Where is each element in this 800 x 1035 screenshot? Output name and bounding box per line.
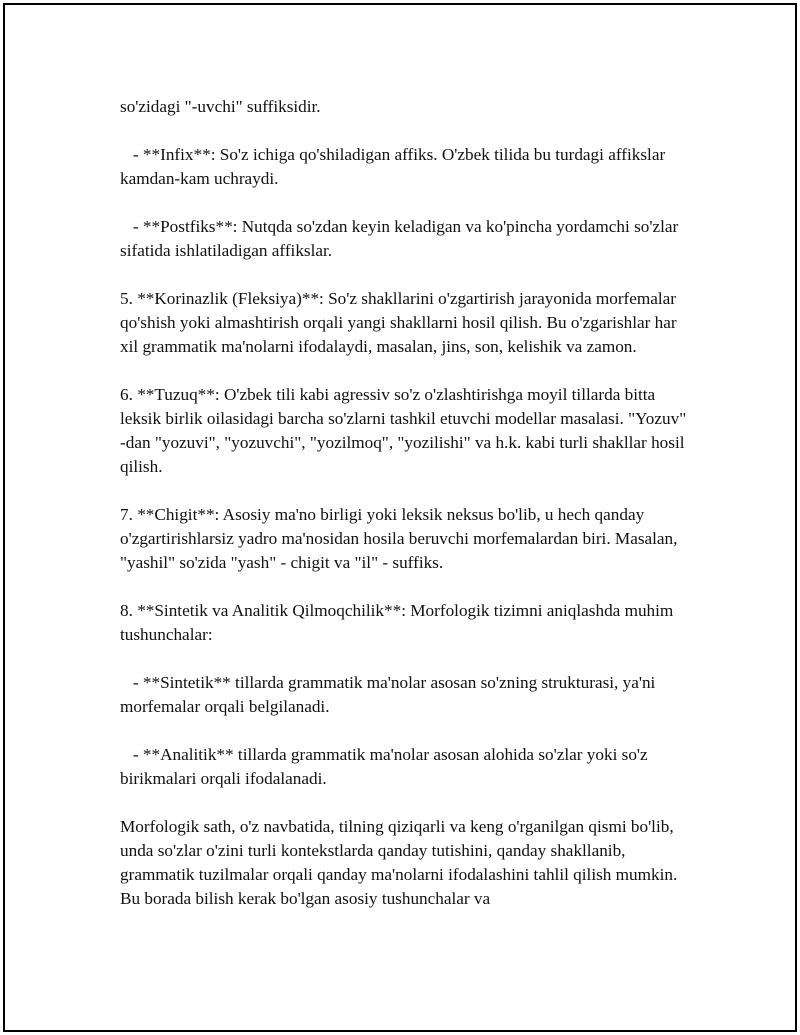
paragraph-suffix-continuation: so'zidagi "-uvchi" suffiksidir. [120,97,321,116]
paragraph-postfiks: - **Postfiks**: Nutqda so'zdan keyin keladigan va ko'pincha yordamchi so'zlar sifatida ishlatiladigan affikslar. [120,217,683,260]
document-body [120,95,690,911]
paragraph-morfologik-sath: Morfologik sath, o'z navbatida, tilning qiziqarli va keng o'rganilgan qismi bo'lib, unda so'zlar o'zini turli kontekstlarda qanday tutishini, qanday shakllanib, grammatik tuzilmalar orqali qanday ma'nolarni ifodalashini tahlil qilish mumkin. Bu borada bilish kerak bo'lgan asosiy tushunchalar va [120,817,682,908]
paragraph-chigit: 7. **Chigit**: Asosiy ma'no birligi yoki leksik neksus bo'lib, u hech qanday o'zgartirishlarsiz yadro ma'nosidan hosila beruvchi morfemalardan biri. Masalan, "yashil" so'zida "yash" - chigit va "il" - suffiks. [120,505,682,572]
paragraph-sintetik-analitik: 8. **Sintetik va Analitik Qilmoqchilik**: Morfologik tizimni aniqlashda muhim tushunchalar: [120,601,678,644]
paragraph-analitik: - **Analitik** tillarda grammatik ma'nolar asosan alohida so'zlar yoki so'z birikmalari orqali ifodalanadi. [120,745,652,788]
paragraph-korinazlik: 5. **Korinazlik (Fleksiya)**: So'z shakllarini o'zgartirish jarayonida morfemalar qo'shish yoki almashtirish orqali yangi shakllarni hosil qilish. Bu o'zgarishlar har xil grammatik ma'nolarni ifodalaydi, masalan, jins, son, kelishik va zamon. [120,289,681,356]
paragraph-infix: - **Infix**: So'z ichiga qo'shiladigan affiks. O'zbek tilida bu turdagi affikslar kamdan-kam uchraydi. [120,145,670,188]
page-frame [3,3,797,1032]
paragraph-tuzuq: 6. **Tuzuq**: O'zbek tili kabi agressiv so'z o'zlashtirishga moyil tillarda bitta leksik birlik oilasidagi barcha so'zlarni tashkil etuvchi modellar masalasi. "Yozuv" -dan "yozuvi", "yozuvchi", "yozilmoq", "yozilishi" va h.k. kabi turli shakllar hosil qilish. [120,385,691,476]
paragraph-sintetik: - **Sintetik** tillarda grammatik ma'nolar asosan so'zning strukturasi, ya'ni morfemalar orqali belgilanadi. [120,673,660,716]
